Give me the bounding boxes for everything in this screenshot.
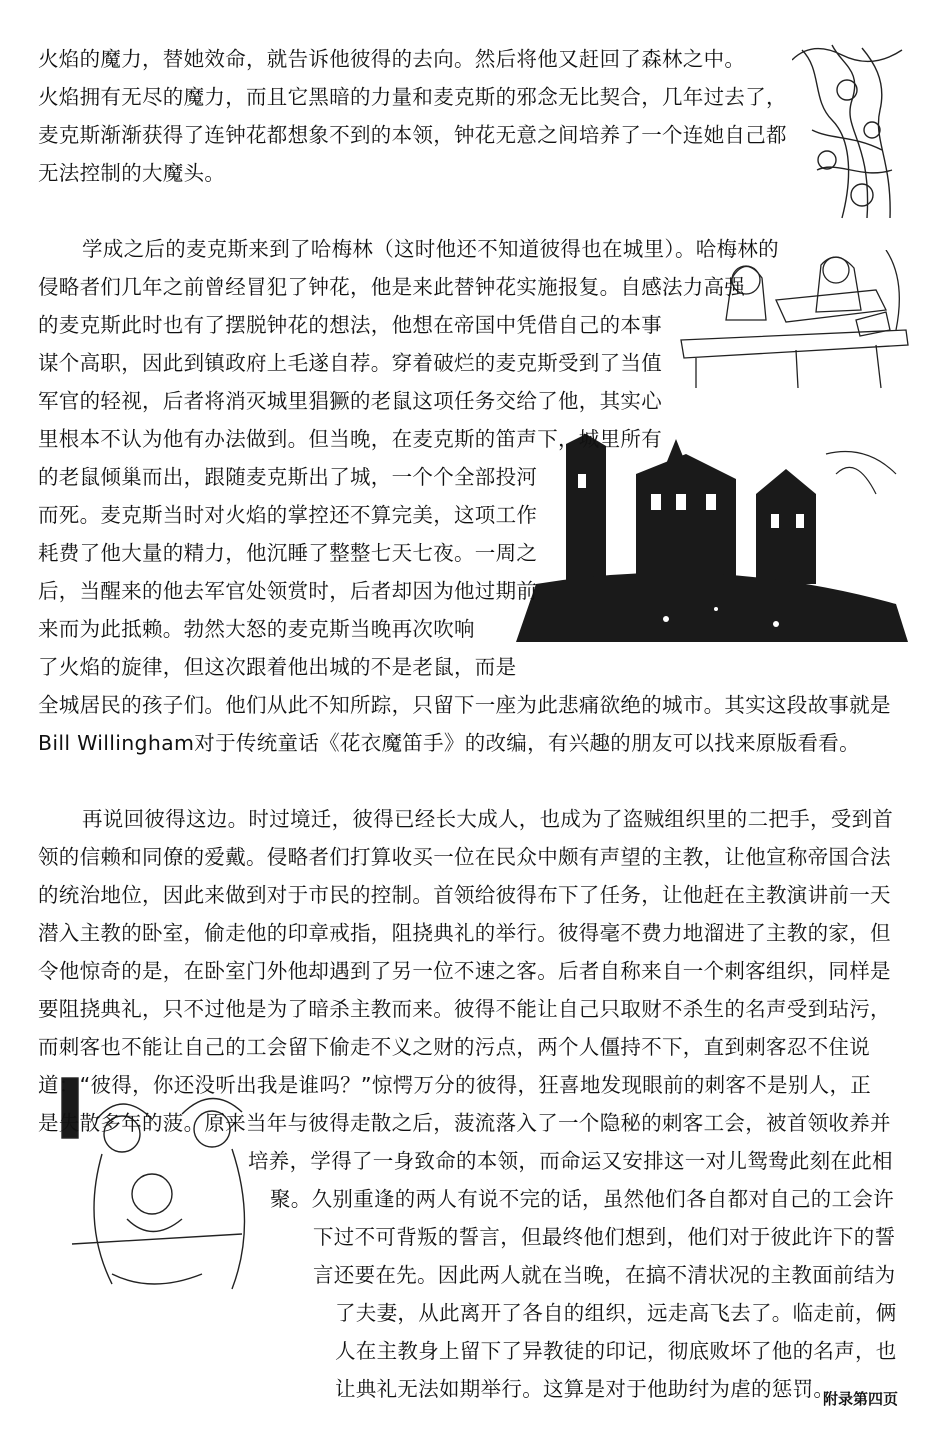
text-line: 的老鼠倾巢而出，跟随麦克斯出了城，一个个全部投河 bbox=[38, 465, 538, 489]
text-line: 火焰的魔力，替她效命，就告诉他彼得的去向。然后将他又赶回了森林之中。 bbox=[38, 47, 746, 71]
text-line: Bill Willingham对于传统童话《花衣魔笛手》的改编，有兴趣的朋友可以找来原版看看。 bbox=[38, 731, 860, 755]
text-line: 令他惊奇的是，在卧室门外他却遇到了另一位不速之客。后者自称来自一个刺客组织，同样是 bbox=[38, 959, 891, 983]
text-line: 全城居民的孩子们。他们从此不知所踪，只留下一座为此悲痛欲绝的城市。其实这段故事就是 bbox=[38, 693, 891, 717]
text-line: 让典礼无法如期举行。这算是对于他助纣为虐的惩罚。 bbox=[335, 1377, 835, 1401]
text-line: 谋个高职，因此到镇政府上毛遂自荐。穿着破烂的麦克斯受到了当值 bbox=[38, 351, 662, 375]
text-line: 侵略者们几年之前曾经冒犯了钟花，他是来此替钟花实施报复。自感法力高强 bbox=[38, 275, 746, 299]
text-line: 了夫妻，从此离开了各自的组织，远走高飞去了。临走前，俩 bbox=[335, 1301, 897, 1325]
text-line: 的统治地位，因此来做到对于市民的控制。首领给彼得布下了任务，让他赶在主教演讲前一天 bbox=[38, 883, 891, 907]
hamelin-city-illustration bbox=[516, 434, 908, 642]
text-line: 道：“彼得，你还没听出我是谁吗？”惊愕万分的彼得，狂喜地发现眼前的刺客不是别人，正 bbox=[38, 1073, 872, 1097]
text-line: 而死。麦克斯当时对火焰的掌控还不算完美，这项工作 bbox=[38, 503, 538, 527]
text-line: 而刺客也不能让自己的工会留下偷走不义之财的污点，两个人僵持不下，直到刺客忍不住说 bbox=[38, 1035, 870, 1059]
text-line: 是失散多年的菠。原来当年与彼得走散之后，菠流落入了一个隐秘的刺客工会，被首领收养并 bbox=[38, 1111, 891, 1135]
text-line: 里根本不认为他有办法做到。但当晚，在麦克斯的笛声下，城里所有 bbox=[38, 427, 662, 451]
text-line: 下过不可背叛的誓言，但最终他们想到，他们对于彼此许下的誓 bbox=[313, 1225, 896, 1249]
text-line: 人在主教身上留下了异教徒的印记，彻底败坏了他的名声，也 bbox=[335, 1339, 897, 1363]
page-number: 附录第四页 bbox=[822, 1390, 898, 1408]
text-line: 的麦克斯此时也有了摆脱钟花的想法，他想在帝国中凭借自己的本事 bbox=[38, 313, 662, 337]
text-line: 无法控制的大魔头。 bbox=[38, 161, 226, 185]
ornamental-tree-illustration bbox=[792, 40, 904, 220]
text-line: 领的信赖和同僚的爱戴。侵略者们打算收买一位在民众中颇有声望的主教，让他宣称帝国合法 bbox=[38, 845, 891, 869]
text-line: 了火焰的旋律，但这次跟着他出城的不是老鼠，而是 bbox=[38, 655, 517, 679]
text-line: 要阻挠典礼，只不过他是为了暗杀主教而来。彼得不能让自己只取财不杀生的名声受到玷污， bbox=[38, 997, 891, 1021]
text-line: 耗费了他大量的精力，他沉睡了整整七天七夜。一周之 bbox=[38, 541, 538, 565]
text-line: 言还要在先。因此两人就在当晚，在搞不清状况的主教面前结为 bbox=[313, 1263, 896, 1287]
text-line: 潜入主教的卧室，偷走他的印章戒指，阻挠典礼的举行。彼得毫不费力地溜进了主教的家，但 bbox=[38, 921, 891, 945]
text-line: 培养，学得了一身致命的本领，而命运又安排这一对儿鸳鸯此刻在此相 bbox=[248, 1149, 893, 1173]
text-line: 聚。久别重逢的两人有说不完的话，虽然他们各自都对自己的工会许 bbox=[270, 1187, 894, 1211]
text-line: 学成之后的麦克斯来到了哈梅林（这时他还不知道彼得也在城里）。哈梅林的 bbox=[82, 237, 779, 261]
text-line: 再说回彼得这边。时过境迁，彼得已经长大成人，也成为了盗贼组织里的二把手，受到首 bbox=[82, 807, 894, 831]
text-line: 军官的轻视，后者将消灭城里猖獗的老鼠这项任务交给了他，其实心 bbox=[38, 389, 662, 413]
text-line: 后，当醒来的他去军官处领赏时，后者却因为他过期前 bbox=[38, 579, 538, 603]
text-line: 来而为此抵赖。勃然大怒的麦克斯当晚再次吹响 bbox=[38, 617, 475, 641]
text-line: 麦克斯渐渐获得了连钟花都想象不到的本领，钟花无意之间培养了一个连她自己都 bbox=[38, 123, 787, 147]
text-line: 火焰拥有无尽的魔力，而且它黑暗的力量和麦克斯的邪念无比契合，几年过去了， bbox=[38, 85, 787, 109]
